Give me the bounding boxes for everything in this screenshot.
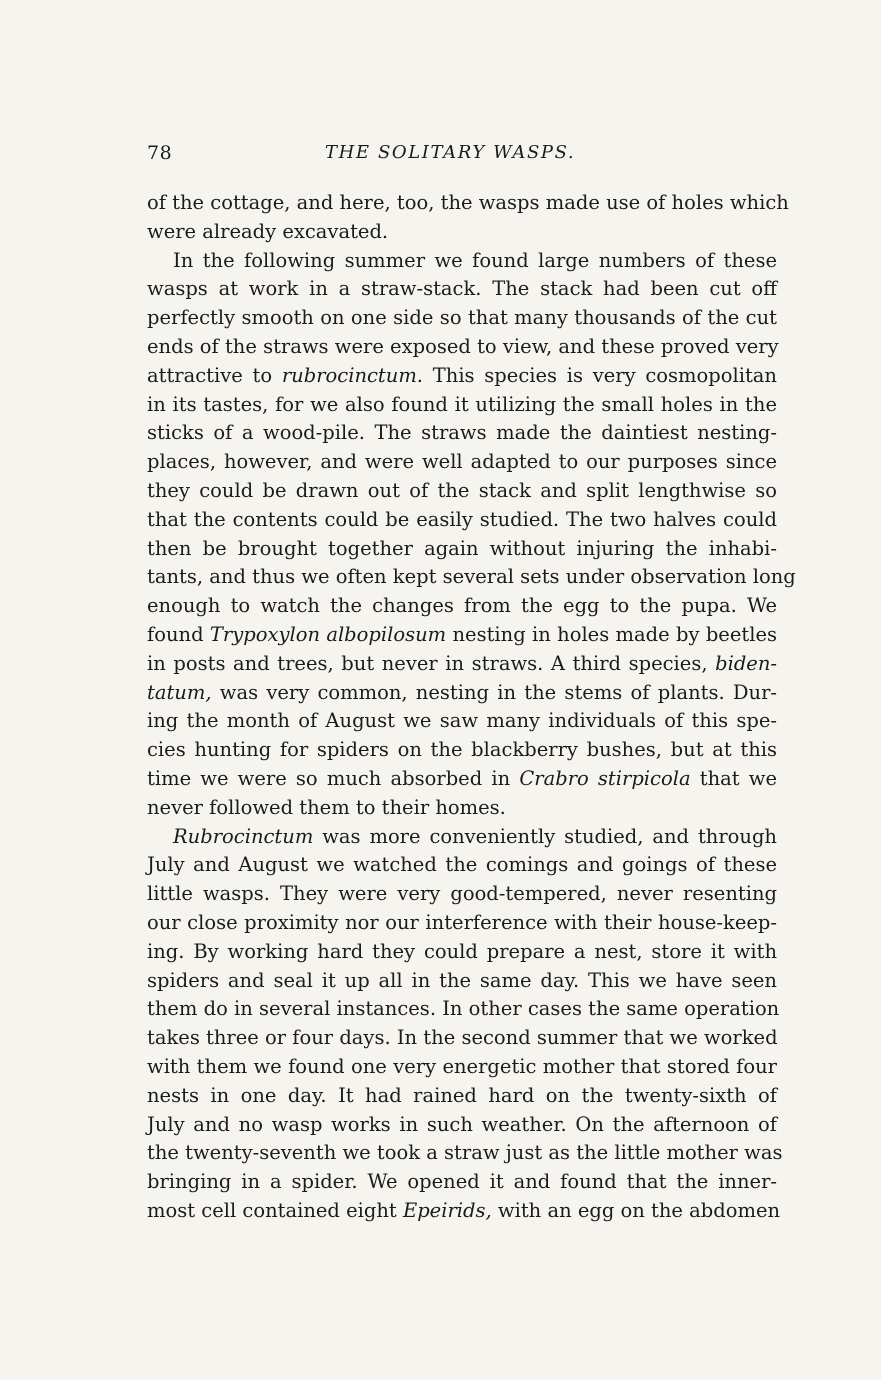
italic-text: Crabro stirpicola [519, 766, 691, 790]
text-run: little wasps. They were very good-tempered, never resenting [147, 882, 777, 906]
text-run: most cell contained eight [147, 1198, 403, 1222]
text-run: that we [690, 766, 777, 790]
text-line [147, 909, 777, 938]
text-line [147, 995, 780, 1024]
text-line [147, 333, 777, 362]
text-line [147, 304, 777, 333]
text-run: In the following summer we found large numbers of these [173, 248, 777, 272]
text-line [147, 967, 777, 996]
italic-text: rubrocinctum. [281, 363, 424, 387]
text-run: ends of the straws were exposed to view, and these proved very [147, 334, 779, 358]
text-line [147, 391, 777, 420]
text-run: enough to watch the changes from the egg to the pupa. We [147, 594, 777, 618]
text-run: sticks of a wood-pile. The straws made the daintiest nesting- [147, 421, 777, 445]
text-run: takes three or four days. In the second summer that we worked [147, 1026, 778, 1050]
text-run: our close proximity nor our interference with their house-keep- [147, 910, 777, 934]
text-run: spiders and seal it up all in the same day. This we have seen [147, 968, 777, 992]
italic-text: biden- [715, 651, 777, 675]
text-line [147, 506, 777, 535]
text-line [147, 419, 777, 448]
text-run: This species is very cosmopolitan [423, 363, 777, 387]
text-run: nesting in holes made by beetles [446, 622, 777, 646]
text-line [147, 592, 777, 621]
text-line [147, 823, 777, 852]
text-line [147, 851, 777, 880]
text-line [147, 218, 777, 247]
text-run: the twenty-seventh we took a straw just as the little mother was [147, 1141, 783, 1165]
page-header [147, 142, 775, 172]
italic-text: tatum, [147, 680, 212, 704]
text-line [147, 477, 777, 506]
text-run: they could be drawn out of the stack and split lengthwise so [147, 478, 777, 502]
text-run: places, however, and were well adapted to our purposes since [147, 450, 777, 474]
text-run: attractive to [147, 363, 282, 387]
text-run: never followed them to their homes. [147, 795, 506, 819]
text-run: wasps at work in a straw-stack. The stack had been cut off [147, 277, 777, 301]
text-line [147, 1139, 783, 1168]
text-line [147, 448, 777, 477]
text-line [147, 880, 777, 909]
running-title: THE SOLITARY WASPS. [325, 142, 576, 163]
text-line [147, 650, 777, 679]
text-run: was very common, nesting in the stems of plants. Dur- [211, 680, 777, 704]
text-run: in its tastes, for we also found it utilizing the small holes in the [147, 392, 777, 416]
text-line [147, 679, 777, 708]
text-run: July and no wasp works in such weather. On the afternoon of [147, 1112, 777, 1136]
text-run: time we were so much absorbed in [147, 766, 520, 790]
text-line [147, 1053, 777, 1082]
text-line [147, 736, 777, 765]
text-line [147, 1168, 777, 1197]
text-run: in posts and trees, but never in straws. A third species, [147, 651, 716, 675]
text-run: with an egg on the abdomen [491, 1198, 781, 1222]
text-line [147, 794, 777, 823]
text-run: that the contents could be easily studied. The two halves could [147, 507, 777, 531]
text-run: them do in several instances. In other cases the same operation [147, 997, 780, 1021]
text-run: perfectly smooth on one side so that many thousands of the cut [147, 306, 777, 330]
text-line [147, 1111, 777, 1140]
text-run: with them we found one very energetic mother that stored four [147, 1054, 777, 1078]
text-run: bringing in a spider. We opened it and found that the inner- [147, 1170, 777, 1194]
text-line [147, 362, 777, 391]
italic-text: Epeirids, [402, 1198, 492, 1222]
text-line [147, 621, 777, 650]
text-line [147, 275, 777, 304]
text-line [147, 189, 789, 218]
text-run: of the cottage, and here, too, the wasps made use of holes which [147, 191, 789, 214]
text-run: nests in one day. It had rained hard on the twenty-sixth of [147, 1083, 777, 1107]
body-text [147, 189, 796, 1226]
text-run: tants, and thus we often kept several sets under observation long [147, 565, 796, 589]
italic-text: Trypoxylon albopilosum [209, 622, 447, 646]
text-line [147, 1197, 781, 1226]
page-number: 78 [147, 142, 173, 164]
text-run: July and August we watched the comings and goings of these [147, 853, 777, 877]
text-run: then be brought together again without injuring the inhabi- [147, 536, 777, 560]
text-run: found [147, 622, 210, 646]
text-run: was more conveniently studied, and through [313, 824, 777, 848]
text-line [147, 938, 777, 967]
text-run: ing. By working hard they could prepare a nest, store it with [147, 939, 777, 963]
text-line [147, 247, 777, 276]
text-run: cies hunting for spiders on the blackberry bushes, but at this [147, 738, 777, 762]
text-line [147, 1024, 777, 1053]
text-line [147, 563, 796, 592]
italic-text: Rubrocinctum [173, 824, 314, 848]
text-line [147, 1082, 777, 1111]
text-line [147, 765, 777, 794]
text-line [147, 707, 777, 736]
text-run: were already excavated. [147, 219, 389, 243]
text-run: ing the month of August we saw many individuals of this spe- [147, 709, 777, 733]
text-line [147, 535, 777, 564]
